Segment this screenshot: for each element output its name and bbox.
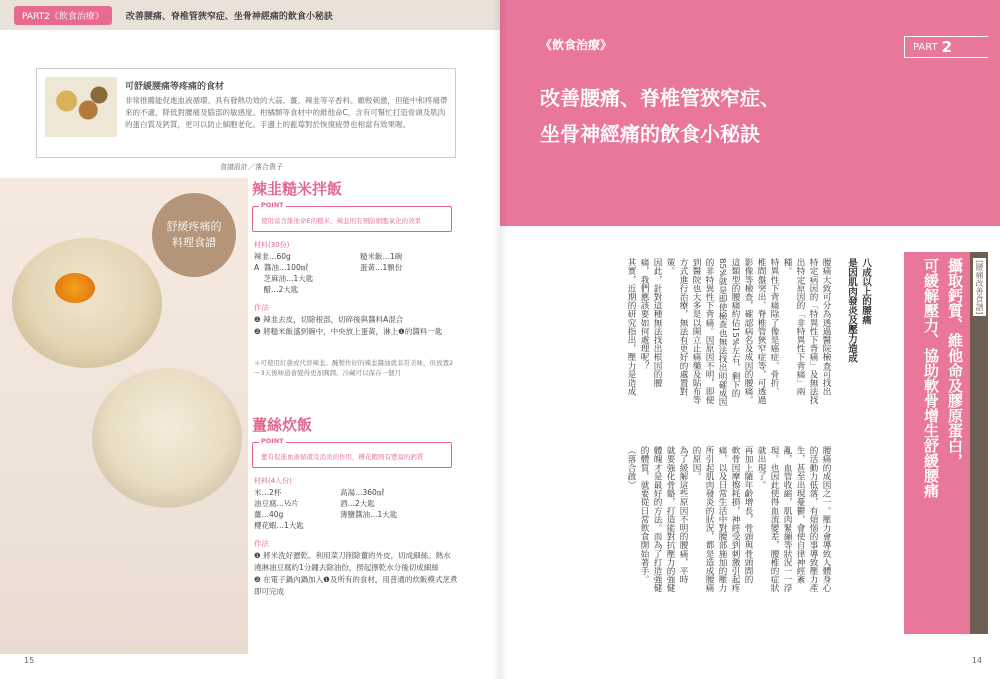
steps-label: 作法 — [254, 303, 269, 312]
section-heading-line: 八成以上的腰痛 — [860, 258, 871, 325]
materials-list-2 — [360, 251, 460, 273]
body-line: 特定病因的「特異性下背痛」及無法找 — [808, 258, 818, 405]
page-number-left: 15 — [24, 656, 35, 665]
body-line: 痛，以及日常生活中對腰部施加的壓力 — [717, 446, 727, 593]
book-gutter — [492, 0, 508, 679]
body-line: 亂，血管收縮，肌肉緊繃等狀況一一浮 — [782, 446, 792, 593]
body-line: 策。 — [665, 258, 675, 276]
body-line: 痛，我們應該要如何處理呢？ — [639, 258, 649, 370]
body-text-upper — [624, 258, 832, 436]
point-text: 薑有促進血液循環及消炎的作用，櫻花蝦則有豐富的鈣質 — [261, 453, 424, 461]
material-item: 醋…2大匙 — [254, 285, 299, 294]
body-line: 到醫院也大多是以開立止痛藥及貼布等 — [691, 258, 701, 405]
point-label: POINT — [261, 437, 284, 445]
body-line: 的非特異性下背痛。因原因不明，即便 — [704, 258, 714, 405]
circle-label-line: 舒緩疼痛的 — [166, 220, 222, 233]
ingredient-title: 可舒緩腰痛等疼痛的食材 — [125, 82, 225, 92]
material-item: 芝麻油…1大匙 — [254, 274, 314, 283]
part-label: PART — [913, 41, 938, 53]
part-marker — [904, 36, 988, 58]
materials-list-2 — [340, 487, 460, 520]
header-title: 改善腰痛、脊椎管狹窄症、坐骨神經痛的飲食小秘訣 — [125, 11, 333, 22]
sidebar-tag: [腰痛改善食譜] — [975, 260, 984, 315]
point-box — [252, 201, 452, 232]
recipe-title: 薑絲炊飯 — [252, 416, 313, 434]
body-line: 種。 — [782, 258, 792, 276]
body-line: 的活動力低落，有煩惱的事導致壓力產 — [808, 446, 818, 593]
part-badge: PART2《飲食治療》 — [14, 6, 112, 25]
ingredient-text: 非常推薦能促進血液循環、具有發熱功效的大蒜、薑、辣韭等辛香料。雖較刺激，但能中和疼痛帶來的不適，降低對腰痛及腦部的敏感度。柑橘類等食材中的維他命C，含有可幫忙打造骨頭及肌肉的蛋白質及鈣質，更可以防止細胞老化。手邊上的藍莓對於恢復疲勞也相當有效果喔。 — [125, 96, 448, 129]
steps-list — [254, 302, 458, 338]
materials-list — [254, 240, 364, 295]
sidebar-heading-1: 攝取鈣質、維他命及膠原蛋白， — [946, 258, 964, 468]
body-line: 就要強化骨骼，打造能對抗壓力的強健 — [665, 446, 675, 593]
material-item: 糙米飯…1碗 — [360, 252, 403, 261]
material-item: 油豆腐…½片 — [254, 499, 299, 508]
page-number-right: 14 — [971, 656, 982, 665]
circle-label-line: 料理食譜 — [172, 236, 216, 249]
ingredient-box — [36, 68, 456, 158]
material-item: 米…2杯 — [254, 488, 282, 497]
section-heading — [844, 258, 872, 438]
body-line: 影像等檢查，確認病名及成因的腰痛。 — [743, 258, 753, 405]
body-line: 體魄才是最好的方法。而為了打造強健 — [652, 446, 662, 593]
body-line: 的原因。 — [691, 446, 701, 481]
part-number: 2 — [941, 38, 952, 56]
point-text: 使用富含維他命E的糙米、辣韭則有預防細胞氧化的效果 — [261, 217, 422, 225]
material-item: A 醬油…100㎖ — [254, 263, 309, 272]
body-line: 現。也因此使得血流變差，腰椎的症狀 — [769, 446, 779, 593]
rice-bowl-egg-image — [12, 238, 162, 368]
sidebar-heading-2: 可緩解壓力、協助軟骨增生舒緩腰痛 — [922, 258, 940, 498]
material-item: 薑…40g — [254, 510, 284, 519]
body-line: 再加上隨年齡增長，骨頭與骨頭間的 — [743, 446, 753, 584]
egg-yolk-image — [55, 273, 95, 303]
title-banner — [500, 0, 1000, 226]
chapter-heading — [540, 80, 780, 152]
body-line: 因此，針對這種無法找出根因的腰 — [652, 258, 662, 387]
heading-line: 坐骨神經痛的飲食小秘訣 — [540, 122, 760, 146]
materials-label: 材料(30份) — [254, 241, 290, 249]
body-line: 腰痛的成因之一。壓力會導致人體身心 — [821, 446, 831, 593]
page-header — [0, 0, 500, 30]
body-line: 方式進行治療，無法有更好的處置對 — [678, 258, 688, 396]
body-line: 其實，近期的研究指出，壓力是造成 — [626, 258, 636, 396]
photo-circle-label — [152, 193, 236, 277]
recipe-title: 辣韭糙米拌飯 — [252, 180, 343, 198]
body-line: 就出現了。 — [756, 446, 766, 489]
material-item: 酒…2大匙 — [340, 499, 375, 508]
section-heading-line: 是因肌肉發炎及壓力造成 — [846, 258, 857, 363]
recipe-note: ＊可使用紅蔥或代替辣韭。醃製作好的辣韭醬油就非常美味，但放置2～3天後味道會變得更加圓潤。冷藏可以保存一個月 — [254, 359, 454, 377]
body-line: 特異性下背痛除了像是癌症、骨折、 — [769, 258, 779, 396]
point-label: POINT — [261, 201, 284, 209]
body-line: 腰痛大致可分為透過醫院檢查可找出 — [821, 258, 831, 396]
recipe-credit: 食譜設計／落合貴子 — [220, 163, 283, 171]
sidebar-banner — [904, 252, 988, 634]
material-item: 薄鹽醬油…1大匙 — [340, 510, 398, 519]
body-line: （落合啟） — [626, 446, 636, 489]
material-item: 櫻花蝦…1大匙 — [254, 521, 304, 530]
right-page — [500, 0, 1000, 679]
step-item: ❷ 將糙米飯盛到碗中，中央放上蛋黃，淋上❶的醬料一匙 — [254, 327, 443, 336]
materials-label: 材料(4人份) — [254, 477, 292, 485]
step-item: ❷ 在電子鍋內鍋加入❶及所有的食材，用普通的炊飯模式烹煮即可完成 — [254, 575, 458, 596]
material-item: 高湯…360㎖ — [340, 488, 385, 497]
material-item: 辣韭…60g — [254, 252, 291, 261]
category-label: 《飲食治療》 — [540, 38, 613, 52]
body-line: 為了緩解這些原因不明的腰痛，平時 — [678, 446, 688, 584]
body-line: 的體質，就要從日常飲食開始著手。 — [639, 446, 649, 584]
steps-label: 作法 — [254, 539, 269, 548]
body-text-lower-block — [624, 446, 832, 624]
ingredients-photo — [45, 77, 117, 137]
material-item: 蛋黃…1顆份 — [360, 263, 403, 272]
body-line: 生，甚至出現憂鬱，會使自律神經紊 — [795, 446, 805, 584]
step-item: ❶ 辣韭去皮，切除根部，切碎後與醬料A混合 — [254, 315, 404, 324]
heading-line: 改善腰痛、脊椎管狹窄症、 — [540, 86, 780, 110]
body-line: 椎間盤突出、脊椎管狹窄症等，可透過 — [756, 258, 766, 405]
body-line: 這類型的腰痛約佔15%左右，剩下的 — [730, 258, 740, 398]
body-line: 所引起肌肉發炎的狀況，都是造成腰痛 — [704, 446, 714, 593]
ginger-rice-bowl-image — [92, 368, 242, 508]
body-line: 出特定原因的「非特異性下背痛」兩 — [795, 258, 805, 396]
steps-list — [254, 538, 458, 598]
body-line: 軟骨因摩擦耗損，神經受到刺激引起疼 — [730, 446, 740, 593]
step-item: ❶ 將米洗好瀝乾。利用菜刀削除薑的外皮，切成細絲。熱水澆淋油豆腐約1分鐘去除油份，撈起擰乾水分後切成細絲 — [254, 551, 451, 572]
point-box — [252, 437, 452, 468]
body-line: 85%就是即使檢查也無法找出明確成因 — [717, 258, 727, 407]
